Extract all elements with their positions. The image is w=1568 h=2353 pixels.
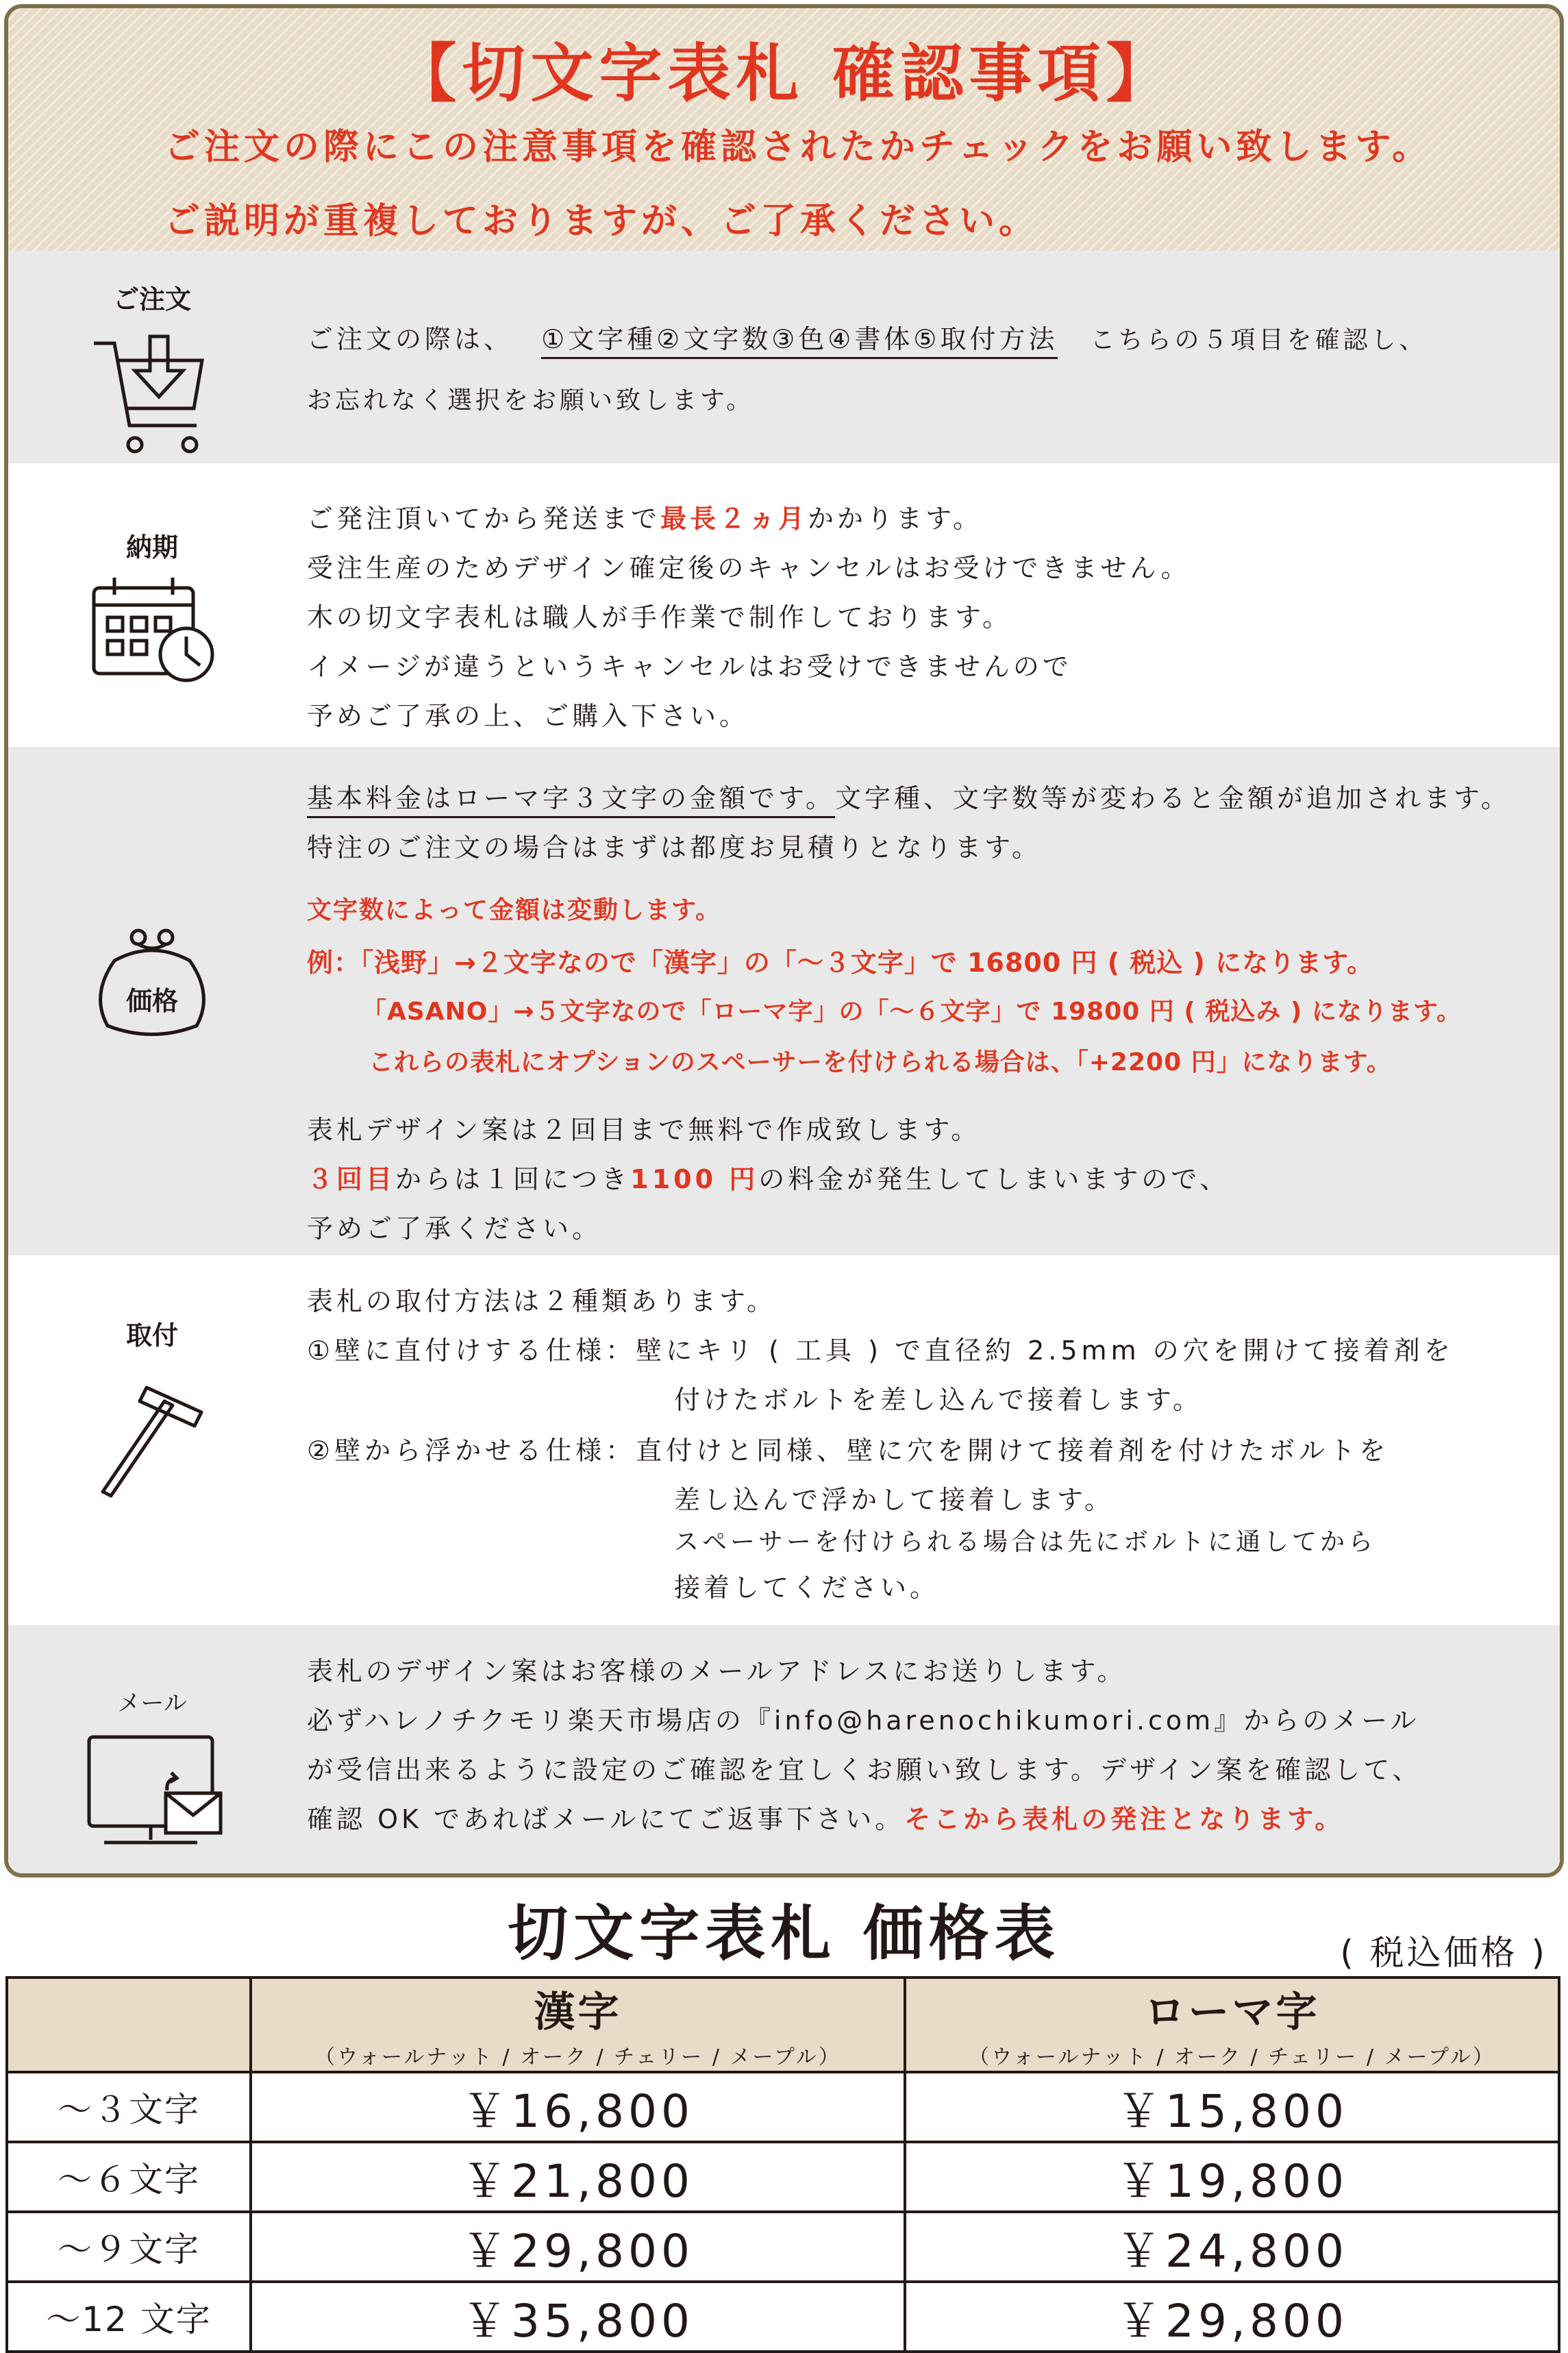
price-table-header bbox=[7, 1978, 1559, 2072]
mount-label: 取付 bbox=[125, 1320, 178, 1351]
confirmation-panel bbox=[4, 4, 1564, 1877]
delivery-line-1-post: かかります。 bbox=[808, 504, 982, 534]
mail-line-1: 表札のデザイン案はお客様のメールアドレスにお送りします。 bbox=[307, 1656, 1127, 1686]
kanji-price: ￥29,800 bbox=[251, 2212, 905, 2282]
header-roman bbox=[905, 1978, 1559, 2072]
kanji-price: ￥35,800 bbox=[251, 2282, 905, 2352]
price-line-4 bbox=[307, 1158, 1230, 1196]
header-blank-cell bbox=[7, 1978, 251, 2072]
mount-line-3: 付けたボルトを差し込んで接着します。 bbox=[674, 1385, 1202, 1415]
row-label: ～３文字 bbox=[7, 2072, 251, 2142]
section-mail bbox=[8, 1625, 1560, 1873]
mail-line-4-pre: 確認 OK であればメールにてご返事下さい。 bbox=[307, 1804, 905, 1834]
header-kanji-sub: （ウォールナット / オーク / チェリー / メープル） bbox=[314, 2045, 841, 2069]
order-line-2: お忘れなく選択をお願い致します。 bbox=[307, 386, 755, 415]
page-title: 【切文字表札 確認事項】 bbox=[393, 37, 1175, 110]
table-row bbox=[7, 2212, 1559, 2282]
third-round: ３回目 bbox=[307, 1164, 396, 1194]
mail-line-4-red: そこから表札の発注となります。 bbox=[904, 1804, 1345, 1834]
price-table-title: 切文字表札 価格表 bbox=[508, 1898, 1060, 1969]
section-order bbox=[8, 251, 1560, 463]
header-roman-sub: （ウォールナット / オーク / チェリー / メープル） bbox=[969, 2045, 1495, 2069]
kanji-price: ￥21,800 bbox=[251, 2142, 905, 2212]
delivery-line-5: 予めご了承の上、ご購入下さい。 bbox=[307, 701, 749, 731]
price-icon-block bbox=[49, 920, 255, 1081]
cart-icon bbox=[87, 323, 217, 460]
table-row bbox=[7, 2072, 1559, 2142]
order-line-1-post: こちらの５項目を確認し、 bbox=[1090, 326, 1428, 354]
delivery-line-4: イメージが違うというキャンセルはお受けできませんので bbox=[307, 652, 1072, 682]
header-line-1: ご注文の際にこの注意事項を確認されたかチェックをお願い致します。 bbox=[164, 127, 1432, 168]
price-red-1: 文字数によって金額は変動します。 bbox=[307, 896, 722, 924]
section-mount bbox=[8, 1255, 1560, 1625]
row-label: ～12 文字 bbox=[7, 2282, 251, 2352]
price-line-1-post: 文字種、文字数等が変わると金額が追加されます。 bbox=[834, 783, 1510, 813]
price-table bbox=[5, 1976, 1560, 2353]
price-line-2: 特注のご注文の場合はまずは都度お見積りとなります。 bbox=[307, 833, 1041, 863]
calendar-clock-icon bbox=[84, 571, 221, 687]
price-red-4: これらの表札にオプションのスペーサーを付けられる場合は、「+2200 円」になります。 bbox=[369, 1048, 1392, 1076]
redesign-fee: 1100 円 bbox=[630, 1164, 759, 1194]
header-line-2: ご説明が重複しておりますが、ご了承ください。 bbox=[164, 201, 1039, 242]
roman-price: ￥24,800 bbox=[905, 2212, 1559, 2282]
price-red-3: 「ASANO」→５文字なので「ローマ字」の「～６文字」で 19800 円 ( 税込み ) になります。 bbox=[362, 998, 1463, 1026]
price-line-1 bbox=[307, 777, 1510, 815]
order-icon-block bbox=[49, 278, 255, 460]
section-delivery bbox=[8, 463, 1560, 747]
delivery-line-3: 木の切文字表札は職人が手作業で制作しております。 bbox=[307, 602, 1012, 632]
header-kanji bbox=[251, 1978, 905, 2072]
roman-price: ￥29,800 bbox=[905, 2282, 1559, 2352]
delivery-line-1 bbox=[307, 497, 982, 535]
hammer-icon bbox=[84, 1359, 221, 1503]
mount-line-6: スペーサーを付けられる場合は先にボルトに通してから bbox=[674, 1528, 1377, 1556]
mount-line-4: ②壁から浮かせる仕様：直付けと同様、壁に穴を開けて接着剤を付けたボルトを bbox=[307, 1436, 1390, 1466]
roman-price: ￥15,800 bbox=[905, 2072, 1559, 2142]
delivery-label: 納期 bbox=[125, 532, 178, 563]
mail-line-2: 必ずハレノチクモリ楽天市場店の『info@harenochikumori.com』からのメール bbox=[307, 1705, 1420, 1736]
mail-line-4 bbox=[307, 1798, 1344, 1836]
header-banner bbox=[8, 8, 1560, 251]
base-price-note: 基本料金はローマ字３文字の金額です。 bbox=[307, 783, 835, 818]
monitor-mail-icon bbox=[77, 1725, 227, 1855]
delivery-icon-block bbox=[49, 526, 255, 687]
mount-icon-block bbox=[49, 1314, 255, 1503]
row-label: ～９文字 bbox=[7, 2212, 251, 2282]
order-line-1 bbox=[307, 318, 1428, 356]
price-red-2: 例：「浅野」→２文字なので「漢字」の「～３文字」で 16800 円 ( 税込 ) になります。 bbox=[307, 948, 1374, 978]
mail-label: メール bbox=[117, 1690, 187, 1717]
mount-line-2: ①壁に直付けする仕様：壁にキリ ( 工具 ) で直径約 2.5mm の穴を開けて接着剤を bbox=[307, 1335, 1454, 1366]
price-line-5: 予めご了承ください。 bbox=[307, 1214, 602, 1244]
order-items: ①文字種②文字数③色④書体⑤取付方法 bbox=[541, 324, 1058, 359]
order-label: ご注文 bbox=[112, 284, 191, 315]
mail-line-3: が受信出来るように設定のご確認を宜しくお願い致します。デザイン案を確認して、 bbox=[307, 1755, 1422, 1785]
price-table-note: ( 税込価格 ) bbox=[1340, 1933, 1547, 1973]
price-line-4-mid: からは１回につき bbox=[395, 1164, 631, 1194]
mount-line-5: 差し込んで浮かして接着します。 bbox=[674, 1485, 1114, 1515]
price-label: 価格 bbox=[125, 986, 178, 1016]
price-line-3: 表札デザイン案は２回目まで無料で作成致します。 bbox=[307, 1115, 981, 1145]
order-line-1-pre: ご注文の際は、 bbox=[307, 324, 514, 354]
table-row bbox=[7, 2282, 1559, 2352]
section-price bbox=[8, 747, 1560, 1255]
delivery-max-period: 最長２ヵ月 bbox=[660, 504, 808, 534]
delivery-line-2: 受注生産のためデザイン確定後のキャンセルはお受けできません。 bbox=[307, 553, 1191, 583]
price-line-4-post: の料金が発生してしまいますので、 bbox=[758, 1164, 1230, 1194]
table-row bbox=[7, 2142, 1559, 2212]
kanji-price: ￥16,800 bbox=[251, 2072, 905, 2142]
mail-icon-block bbox=[49, 1684, 255, 1855]
mount-line-7: 接着してください。 bbox=[674, 1573, 940, 1603]
roman-price: ￥19,800 bbox=[905, 2142, 1559, 2212]
header-roman-name: ローマ字 bbox=[1144, 1988, 1320, 2036]
header-kanji-name: 漢字 bbox=[534, 1988, 622, 2036]
delivery-line-1-pre: ご発注頂いてから発送まで bbox=[307, 504, 661, 534]
row-label: ～６文字 bbox=[7, 2142, 251, 2212]
mount-line-1: 表札の取付方法は２種類あります。 bbox=[307, 1286, 776, 1316]
